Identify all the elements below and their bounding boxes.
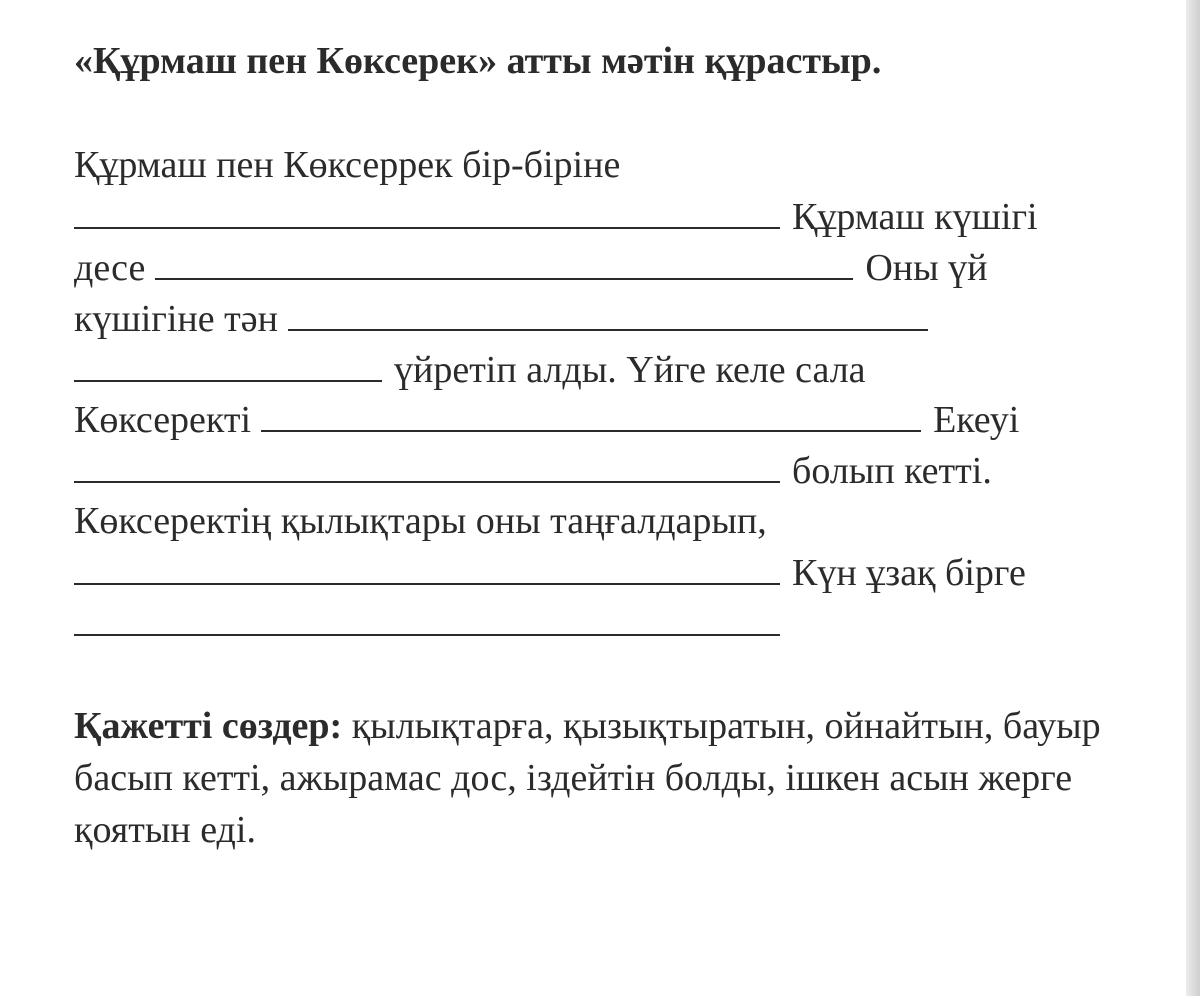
text-fragment: десе	[74, 247, 146, 289]
text-fragment: Екеуі	[933, 399, 1020, 441]
fill-blank-4[interactable]	[74, 350, 382, 382]
needed-words	[74, 700, 1154, 856]
text-fragment: үйретіп алды. Үйге келе сала	[394, 349, 866, 391]
text-fragment: күшігіне тән	[74, 298, 278, 340]
text-line-2	[74, 197, 1038, 236]
text-line-1	[74, 146, 620, 184]
text-fragment: Оны үй	[865, 247, 988, 289]
text-line-4	[74, 299, 940, 338]
fill-blank-1[interactable]	[74, 197, 780, 229]
text-line-9	[74, 553, 1026, 592]
needed-words-label: Қажетті сөздер:	[74, 705, 343, 747]
fill-blank-2[interactable]	[155, 248, 853, 280]
page-edge-shadow	[1186, 0, 1200, 996]
fill-blank-8[interactable]	[74, 604, 780, 636]
text-line-5	[74, 350, 866, 389]
needed-words-list: қылықтарға, қызықтыратын, ойнайтын, бауыр басып кетті, ажырамас дос, іздейтін болды, ішкен асын жерге қоятын еді.	[74, 705, 1101, 851]
text-fragment: болып кетті.	[792, 450, 992, 492]
text-line-6	[74, 400, 1019, 439]
text-fragment: Құрмаш күшігі	[792, 196, 1038, 238]
worksheet-title: «Құрмаш пен Көксерек» атты мәтін құрастыр.	[74, 40, 882, 82]
fill-blank-3[interactable]	[288, 299, 928, 331]
text-line-8	[74, 502, 767, 540]
text-fragment: Күн ұзақ бірге	[792, 552, 1026, 594]
text-fragment: Көксеректің қылықтары оны таңғалдарып,	[74, 500, 767, 542]
fill-blank-7[interactable]	[74, 553, 780, 585]
text-fragment: Құрмаш пен Көксеррек бір-біріне	[74, 144, 621, 186]
text-line-10	[74, 604, 792, 643]
text-fragment: Көксеректі	[74, 399, 252, 441]
fill-blank-6[interactable]	[74, 451, 780, 483]
text-line-3	[74, 248, 988, 287]
text-line-7	[74, 451, 992, 490]
fill-blank-5[interactable]	[261, 400, 921, 432]
